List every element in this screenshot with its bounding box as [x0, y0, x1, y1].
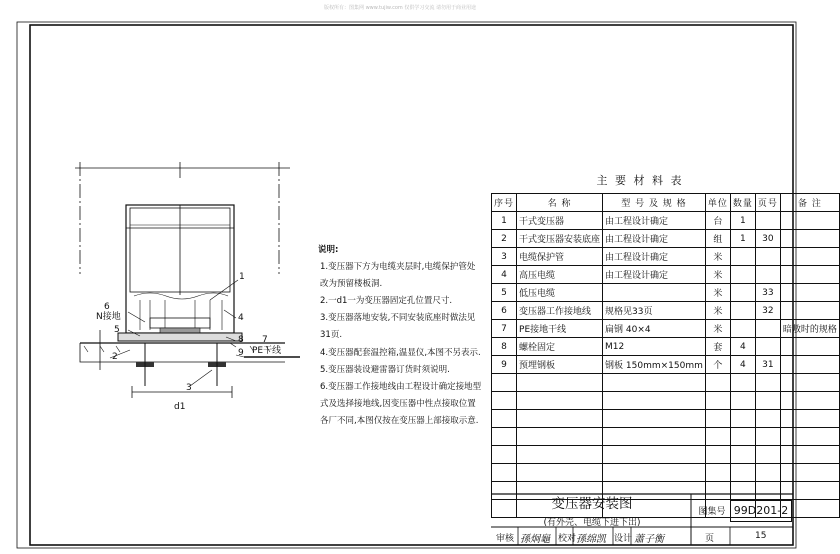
table-cell: [730, 392, 755, 410]
table-cell: 33: [755, 284, 780, 302]
note-line: 31页.: [320, 330, 343, 341]
table-cell: [780, 428, 839, 446]
table-cell: [780, 482, 839, 500]
table-cell: [780, 230, 839, 248]
label-2: 2: [112, 352, 118, 362]
table-cell: [730, 266, 755, 284]
table-cell: [755, 338, 780, 356]
dimension-d1: d1: [174, 402, 186, 412]
table-cell: [780, 392, 839, 410]
table-cell: [780, 302, 839, 320]
table-cell: 高压电缆: [517, 266, 603, 284]
table-row: [492, 464, 840, 482]
designer-signature: 蕭子衡: [634, 534, 664, 545]
table-cell: 干式变压器: [517, 212, 603, 230]
label-8: 8: [238, 335, 244, 345]
table-cell: [780, 266, 839, 284]
table-row: [492, 392, 840, 410]
note-line: 改为预留楼板洞.: [320, 279, 383, 290]
label-pe-line: PE干线: [252, 346, 282, 356]
table-cell: [730, 446, 755, 464]
label-5: 5: [114, 325, 120, 335]
table-row: [492, 446, 840, 464]
table-cell: [755, 212, 780, 230]
table-cell: [755, 446, 780, 464]
table-cell: PE接地干线: [517, 320, 603, 338]
table-row: [492, 338, 840, 356]
table-cell: [603, 464, 706, 482]
table-cell: [603, 446, 706, 464]
table-cell: [730, 410, 755, 428]
table-cell: 由工程设计确定: [603, 212, 706, 230]
label-7: 7: [262, 335, 268, 345]
note-line: 3.变压器落地安装,不同安装底座时做法见: [320, 313, 476, 324]
table-cell: [780, 446, 839, 464]
table-cell: 3: [492, 248, 517, 266]
table-row: [492, 284, 840, 302]
table-cell: [517, 464, 603, 482]
table-row: [492, 410, 840, 428]
table-cell: [492, 374, 517, 392]
note-line: 各厂不同,本图仅按在变压器上部接取示意.: [320, 415, 479, 426]
table-cell: 30: [755, 230, 780, 248]
table-cell: [730, 320, 755, 338]
table-cell: 4: [492, 266, 517, 284]
table-cell: [603, 392, 706, 410]
table-cell: 1: [730, 230, 755, 248]
table-cell: [517, 428, 603, 446]
label-6: 6: [104, 302, 110, 312]
table-cell: 规格见33页: [603, 302, 706, 320]
table-cell: 1: [492, 212, 517, 230]
note-line: 2.一d1一为变压器固定孔位置尺寸.: [320, 296, 453, 307]
note-line: 4.变压器配套温控箱,温显仪,本图不另表示.: [320, 347, 481, 358]
header-cell: 名 称: [517, 194, 603, 212]
table-cell: [780, 284, 839, 302]
table-row: [492, 230, 840, 248]
notes-title: 说明:: [318, 245, 339, 255]
page-number: 15: [755, 531, 767, 541]
checker-signature: 孫绵凯: [576, 534, 606, 545]
table-cell: 米: [705, 302, 730, 320]
table-cell: 1: [730, 212, 755, 230]
table-cell: 由工程设计确定: [603, 266, 706, 284]
table-cell: 6: [492, 302, 517, 320]
table-cell: 4: [730, 338, 755, 356]
table-cell: 9: [492, 356, 517, 374]
table-cell: [730, 248, 755, 266]
table-cell: 钢板 150mm×150mm: [603, 356, 706, 374]
header-cell: 单位: [705, 194, 730, 212]
table-cell: [780, 212, 839, 230]
table-cell: [780, 464, 839, 482]
drawing-subtitle: (有外壳、电缆下进下出): [543, 518, 641, 528]
table-cell: [517, 374, 603, 392]
table-cell: [780, 374, 839, 392]
table-cell: [705, 464, 730, 482]
table-row: [492, 266, 840, 284]
materials-table: [491, 193, 840, 518]
table-cell: 预埋钢板: [517, 356, 603, 374]
table-cell: [492, 410, 517, 428]
review-label: 审核: [496, 534, 515, 544]
table-row: [492, 248, 840, 266]
table-cell: 低压电缆: [517, 284, 603, 302]
table-cell: 干式变压器安装底座: [517, 230, 603, 248]
table-cell: [705, 446, 730, 464]
table-cell: [705, 428, 730, 446]
table-cell: 8: [492, 338, 517, 356]
table-cell: [755, 482, 780, 500]
label-1: 1: [239, 272, 245, 282]
atlas-label: 图集号: [698, 507, 726, 517]
table-cell: 台: [705, 212, 730, 230]
table-cell: [492, 446, 517, 464]
notes: [318, 242, 488, 430]
table-cell: [755, 410, 780, 428]
table-cell: [705, 374, 730, 392]
table-header-row: [492, 194, 840, 212]
table-cell: [730, 482, 755, 500]
table-cell: [705, 392, 730, 410]
table-cell: [755, 374, 780, 392]
header-cell: 数量: [730, 194, 755, 212]
table-cell: 电缆保护管: [517, 248, 603, 266]
table-cell: [603, 284, 706, 302]
watermark: 版权所有：图集网 www.tujiw.com 仅供学习交流 请勿用于商业用途: [324, 5, 476, 11]
table-cell: [780, 410, 839, 428]
table-cell: 由工程设计确定: [603, 230, 706, 248]
atlas-number: 99D201-2: [730, 500, 792, 522]
note-line: 1.变压器下方为电缆夹层时,电缆保护管处: [320, 262, 476, 273]
check-label: 校对: [558, 534, 577, 544]
table-cell: [492, 392, 517, 410]
table-row: [492, 302, 840, 320]
note-line: 5.变压器装设避雷器订货时须说明.: [320, 364, 450, 375]
table-cell: [705, 482, 730, 500]
drawing-title: 变压器安装图: [551, 496, 633, 512]
design-label: 设计: [614, 534, 633, 544]
table-row: [492, 374, 840, 392]
table-cell: [755, 464, 780, 482]
table-cell: 4: [730, 356, 755, 374]
table-cell: [755, 392, 780, 410]
table-cell: [603, 374, 706, 392]
table-cell: 米: [705, 284, 730, 302]
note-line: 式及选择接地线,因变压器中性点接取位置: [320, 398, 476, 409]
table-cell: 由工程设计确定: [603, 248, 706, 266]
note-line: 6.变压器工作接地线由工程设计确定接地型: [320, 381, 482, 392]
table-cell: 2: [492, 230, 517, 248]
table-cell: [730, 284, 755, 302]
page-label: 页: [705, 534, 715, 544]
table-cell: 7: [492, 320, 517, 338]
table-cell: 套: [705, 338, 730, 356]
table-cell: [603, 428, 706, 446]
header-cell: 型 号 及 规 格: [603, 194, 706, 212]
materials-title: 主 要 材 料 表: [596, 174, 684, 187]
table-cell: 组: [705, 230, 730, 248]
label-n-ground: N接地: [96, 312, 121, 322]
header-cell: 页号: [755, 194, 780, 212]
table-cell: [705, 410, 730, 428]
table-cell: 变压器工作接地线: [517, 302, 603, 320]
table-cell: M12: [603, 338, 706, 356]
table-cell: [517, 392, 603, 410]
reviewer-signature: 孫炯龜: [520, 534, 550, 545]
label-3: 3: [186, 383, 192, 393]
table-cell: 31: [755, 356, 780, 374]
label-4: 4: [238, 313, 244, 323]
table-cell: 个: [705, 356, 730, 374]
table-cell: [517, 446, 603, 464]
table-cell: 5: [492, 284, 517, 302]
materials-body: [492, 212, 840, 518]
table-cell: 米: [705, 248, 730, 266]
table-cell: [780, 356, 839, 374]
table-cell: [603, 410, 706, 428]
table-row: [492, 212, 840, 230]
table-cell: 米: [705, 266, 730, 284]
table-cell: [730, 374, 755, 392]
table-cell: 扁钢 40×4: [603, 320, 706, 338]
table-cell: 32: [755, 302, 780, 320]
table-cell: [492, 428, 517, 446]
header-cell: 备 注: [780, 194, 839, 212]
table-row: [492, 428, 840, 446]
table-cell: 暗敷时的规格: [780, 320, 839, 338]
table-cell: [517, 410, 603, 428]
table-row: [492, 320, 840, 338]
table-cell: [730, 428, 755, 446]
header-cell: 序号: [492, 194, 517, 212]
table-row: [492, 356, 840, 374]
table-cell: [780, 338, 839, 356]
table-cell: [755, 266, 780, 284]
table-cell: [755, 320, 780, 338]
table-cell: [730, 464, 755, 482]
table-cell: [755, 248, 780, 266]
table-cell: 螺栓固定: [517, 338, 603, 356]
table-cell: [780, 248, 839, 266]
table-cell: [755, 428, 780, 446]
table-cell: [730, 302, 755, 320]
table-cell: [492, 464, 517, 482]
label-9: 9: [238, 348, 244, 358]
table-cell: 米: [705, 320, 730, 338]
